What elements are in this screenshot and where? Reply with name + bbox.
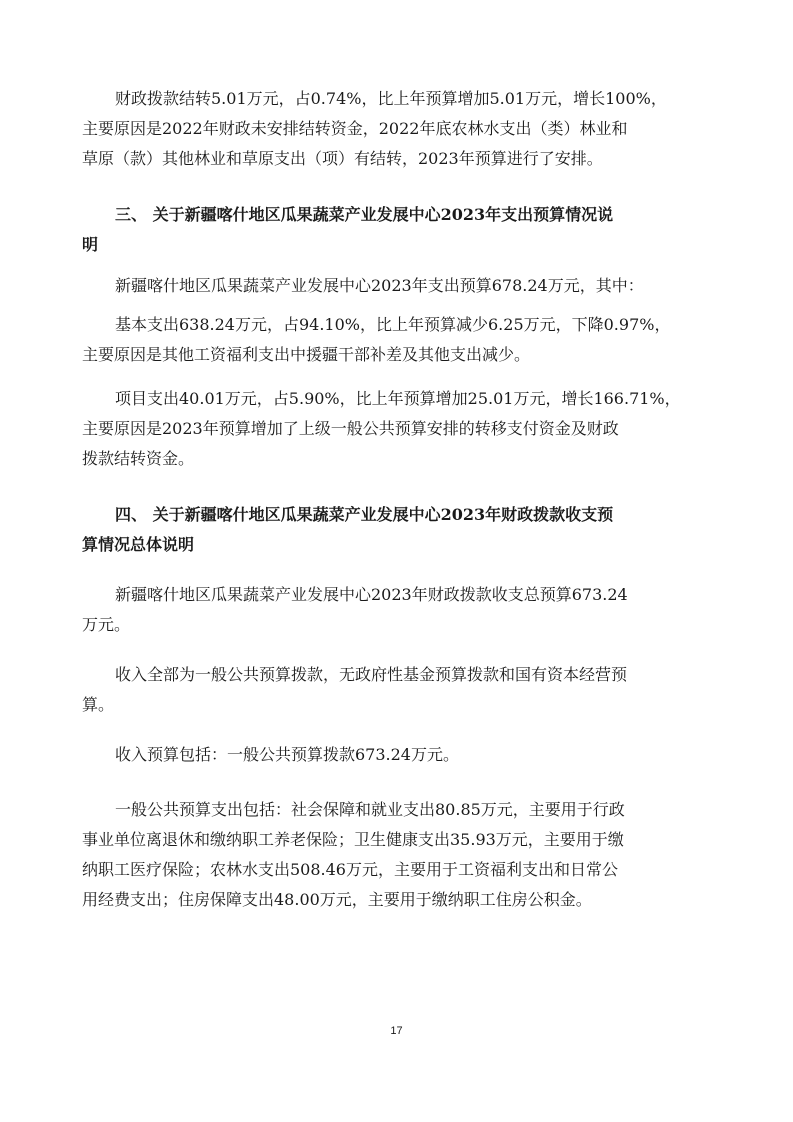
heading-line: 四、 关于新疆喀什地区瓜果蔬菜产业发展中心2023年财政拨款收支预	[115, 505, 614, 524]
text-line: 基本支出638.24万元，占94.10%，比上年预算减少6.25万元，下降0.97%，	[115, 315, 671, 334]
text-line: 主要原因是其他工资福利支出中援疆干部补差及其他支出减少。	[82, 345, 531, 364]
paragraph-fiscal-total	[82, 580, 710, 640]
paragraph-expenditure-total	[82, 271, 710, 301]
text-line: 主要原因是2023年预算增加了上级一般公共预算安排的转移支付资金及财政	[82, 419, 619, 438]
text-line: 新疆喀什地区瓜果蔬菜产业发展中心2023年财政拨款收支总预算673.24	[115, 585, 628, 604]
heading-line: 明	[82, 235, 99, 254]
text-line: 收入全部为一般公共预算拨款，无政府性基金预算拨款和国有资本经营预	[115, 665, 628, 684]
page-number: 17	[390, 1025, 403, 1037]
paragraph-income-sources	[82, 660, 710, 720]
text-line: 财政拨款结转5.01万元，占0.74%，比上年预算增加5.01万元，增长100%，	[115, 89, 667, 108]
paragraph-basic-expenditure	[82, 310, 710, 370]
heading-line: 三、 关于新疆喀什地区瓜果蔬菜产业发展中心2023年支出预算情况说	[115, 205, 614, 224]
text-line: 用经费支出；住房保障支出48.00万元，主要用于缴纳职工住房公积金。	[82, 890, 592, 909]
paragraph-income-budget	[82, 740, 710, 770]
section-heading-4	[82, 500, 710, 560]
text-line: 一般公共预算支出包括：社会保障和就业支出80.85万元，主要用于行政	[115, 800, 625, 819]
text-line: 主要原因是2022年财政未安排结转资金，2022年底农林水支出（类）林业和	[82, 119, 628, 138]
paragraph-fiscal-carryover	[82, 84, 710, 174]
text-line: 拨款结转资金。	[82, 449, 195, 468]
heading-line: 算情况总体说明	[82, 535, 195, 554]
paragraph-project-expenditure	[82, 384, 710, 474]
text-line: 算。	[82, 695, 115, 714]
text-line: 草原（款）其他林业和草原支出（项）有结转，2023年预算进行了安排。	[82, 149, 603, 168]
section-heading-3	[82, 200, 710, 260]
text-line: 纳职工医疗保险；农林水支出508.46万元，主要用于工资福利支出和日常公	[82, 860, 618, 879]
text-line: 收入预算包括：一般公共预算拨款673.24万元。	[115, 745, 459, 764]
paragraph-public-expenditure	[82, 795, 710, 915]
text-line: 万元。	[82, 615, 131, 634]
text-line: 新疆喀什地区瓜果蔬菜产业发展中心2023年支出预算678.24万元，其中：	[115, 276, 644, 295]
text-line: 事业单位离退休和缴纳职工养老保险；卫生健康支出35.93万元，主要用于缴	[82, 830, 624, 849]
text-line: 项目支出40.01万元，占5.90%，比上年预算增加25.01万元，增长166.71%，	[115, 389, 681, 408]
